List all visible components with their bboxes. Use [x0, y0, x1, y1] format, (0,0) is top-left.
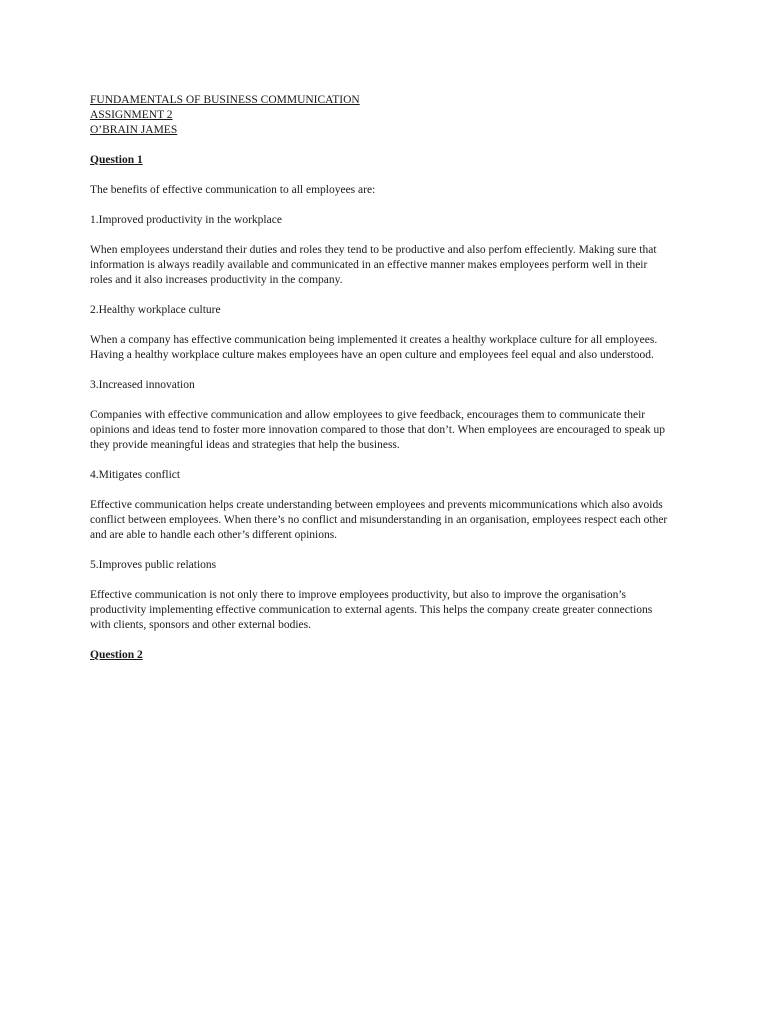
point-2-title: 2.Healthy workplace culture: [90, 304, 221, 316]
assignment-label: ASSIGNMENT 2: [90, 109, 173, 121]
point-2-body: When a company has effective communication being implemented it creates a healthy workplace culture for all employees. Having a healthy workplace culture makes employees have an open culture and employees feel equal and also understood.: [90, 334, 658, 361]
document-page: [90, 93, 670, 663]
point-5-body: Effective communication is not only there to improve employees productivity, but also to improve the organisation’s productivity implementing effective communication to external agents. This helps the company create greater connections with clients, sponsors and other external bodies.: [90, 589, 653, 631]
question-2-heading: Question 2: [90, 649, 143, 661]
point-1-title: 1.Improved productivity in the workplace: [90, 214, 282, 226]
question-1-intro: The benefits of effective communication to all employees are:: [90, 184, 376, 196]
point-5-title: 5.Improves public relations: [90, 559, 217, 571]
point-4-body: Effective communication helps create understanding between employees and prevents micommunications which also avoids conflict between employees. When there’s no conflict and misunderstanding in an organisation, employees respect each other and are able to handle each other’s different opinions.: [90, 499, 668, 541]
question-1-heading: Question 1: [90, 154, 143, 166]
course-title: FUNDAMENTALS OF BUSINESS COMMUNICATION: [90, 94, 360, 106]
point-3-body: Companies with effective communication and allow employees to give feedback, encourages them to communicate their opinions and ideas tend to foster more innovation compared to those that don’t. When employees are encouraged to speak up they provide meaningful ideas and strategies that help the business.: [90, 409, 666, 451]
point-1-body: When employees understand their duties and roles they tend to be productive and also perfom effeciently. Making sure that information is always readily available and communicated in an effective manner makes employees perform well in their roles and it also increases productivity in the company.: [90, 244, 657, 286]
author-name: O’BRAIN JAMES: [90, 124, 178, 136]
point-4-title: 4.Mitigates conflict: [90, 469, 181, 481]
point-3-title: 3.Increased innovation: [90, 379, 195, 391]
